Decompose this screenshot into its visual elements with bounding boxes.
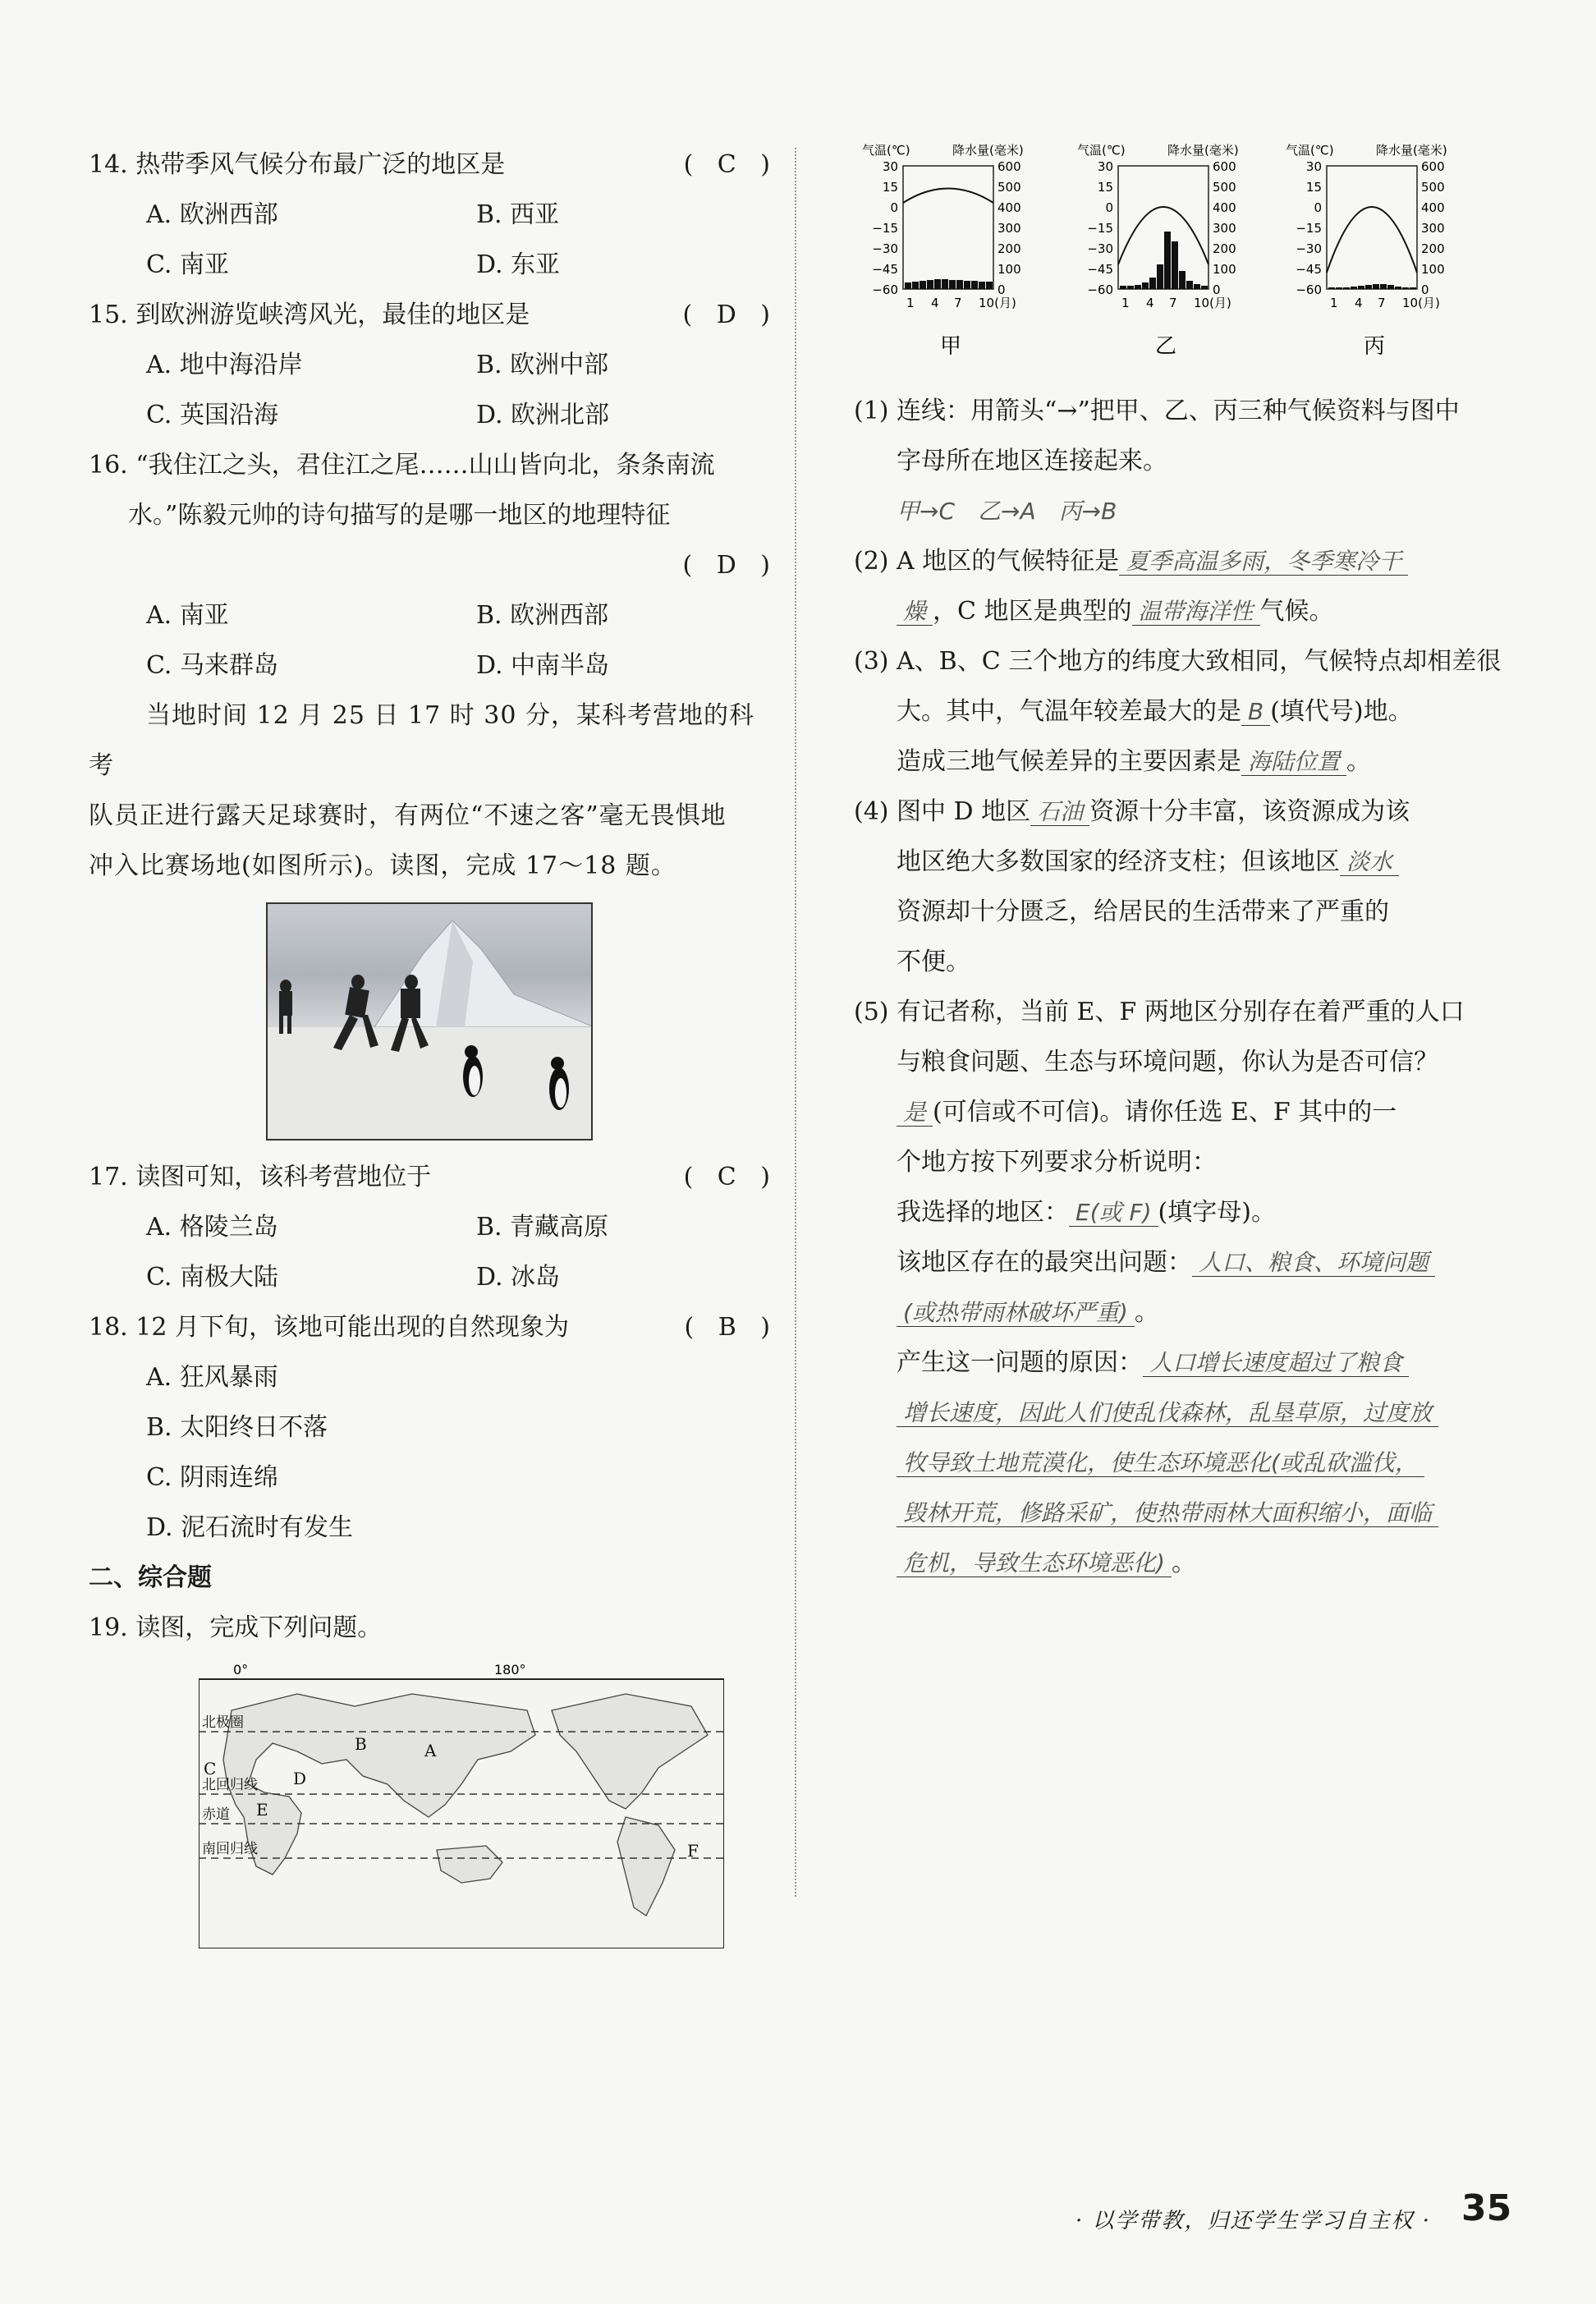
text: 我选择的地区： bbox=[897, 1198, 1069, 1227]
precip-tick-label: 500 bbox=[998, 180, 1021, 195]
answer-blank: 危机，导致生态环境恶化) bbox=[897, 1549, 1172, 1577]
month-tick-label: 7 bbox=[1378, 296, 1386, 310]
sub-question-number: (1) bbox=[854, 397, 889, 425]
text: (填字母)。 bbox=[1158, 1198, 1276, 1227]
options-18 bbox=[89, 1352, 778, 1553]
precip-bar bbox=[1410, 287, 1416, 289]
precip-tick-label: 300 bbox=[998, 221, 1021, 236]
world-map bbox=[199, 1661, 724, 1948]
answer-blank: 温带海洋性 bbox=[1132, 598, 1260, 626]
precip-tick-label: 200 bbox=[1213, 241, 1236, 256]
precip-tick-label: 600 bbox=[1421, 159, 1445, 174]
precip-tick-label: 600 bbox=[998, 159, 1021, 174]
precip-bar bbox=[1395, 287, 1401, 289]
precip-bar bbox=[1164, 232, 1171, 289]
precip-bar bbox=[942, 279, 948, 289]
page-number: 35 bbox=[1461, 2187, 1512, 2229]
month-tick-label: 10(月) bbox=[1194, 296, 1231, 310]
option: C. 南亚 bbox=[146, 250, 229, 279]
precip-bar bbox=[971, 281, 978, 289]
answer-mark: ( C ) bbox=[683, 1163, 778, 1191]
question-stem: 16. “我住江之头，君住江之尾……山山皆向北，条条南流 bbox=[89, 451, 715, 480]
text: 。 bbox=[1134, 1298, 1159, 1327]
temp-tick-label: 30 bbox=[1305, 159, 1322, 174]
precip-tick-label: 300 bbox=[1421, 221, 1445, 236]
climate-charts-svg bbox=[854, 140, 1511, 386]
precip-tick-label: 300 bbox=[1213, 221, 1236, 236]
text: A、B、C 三个地方的纬度大致相同，气候特点却相差很 bbox=[897, 647, 1502, 676]
text: 气候。 bbox=[1259, 597, 1334, 626]
precip-bar bbox=[927, 280, 933, 289]
sub-question-4 bbox=[854, 787, 1511, 987]
chart-temp-axis-title: 气温(℃) bbox=[1077, 143, 1126, 158]
option: A. 格陵兰岛 bbox=[146, 1213, 278, 1241]
option: D. 东亚 bbox=[476, 250, 561, 279]
text: 资源却十分匮乏，给居民的生活带来了严重的 bbox=[897, 897, 1389, 926]
precip-tick-label: 0 bbox=[998, 282, 1006, 297]
temp-tick-label: 0 bbox=[890, 200, 898, 215]
text: 图中 D 地区 bbox=[897, 797, 1031, 826]
chart-frame bbox=[903, 166, 993, 289]
text: 造成三地气候差异的主要因素是 bbox=[897, 747, 1241, 776]
chart-precip-axis-title: 降水量(毫米) bbox=[952, 143, 1024, 158]
text: 地区绝大多数国家的经济支柱；但该地区 bbox=[897, 847, 1340, 876]
option: A. 地中海沿岸 bbox=[146, 351, 303, 379]
precip-bar bbox=[934, 279, 941, 289]
precip-tick-label: 500 bbox=[1213, 180, 1236, 195]
precip-tick-label: 500 bbox=[1421, 180, 1445, 195]
question-stem: 15. 到欧洲游览峡湾风光，最佳的地区是 bbox=[89, 301, 530, 329]
temp-tick-label: −15 bbox=[1087, 221, 1113, 236]
text: 资源十分丰富，该资源成为该 bbox=[1089, 797, 1410, 826]
answer-blank: 人口增长速度超过了粮食 bbox=[1143, 1349, 1409, 1377]
sub-question-3 bbox=[854, 636, 1511, 787]
precip-bar bbox=[1358, 286, 1364, 289]
temp-tick-label: 15 bbox=[882, 180, 898, 195]
option: A. 南亚 bbox=[146, 601, 229, 630]
month-tick-label: 7 bbox=[1169, 296, 1177, 310]
options-16 bbox=[89, 590, 778, 691]
month-tick-label: 4 bbox=[1355, 296, 1363, 310]
answer-mark: ( C ) bbox=[683, 150, 778, 179]
temp-tick-label: 15 bbox=[1097, 180, 1113, 195]
chart-precip-axis-title: 降水量(毫米) bbox=[1376, 143, 1447, 158]
answer-mark: ( B ) bbox=[684, 1313, 778, 1342]
handwritten-answer: 甲→C 乙→A 丙→B bbox=[897, 498, 1117, 525]
option: C. 南极大陆 bbox=[146, 1263, 278, 1292]
month-tick-label: 10(月) bbox=[1402, 296, 1440, 310]
temperature-curve bbox=[903, 189, 993, 204]
lon-180-label: 180° bbox=[494, 1662, 526, 1678]
antarctic-photo bbox=[266, 902, 593, 1141]
month-tick-label: 1 bbox=[1121, 296, 1130, 310]
sub-question-5 bbox=[854, 987, 1511, 1588]
option: C. 阴雨连绵 bbox=[146, 1463, 278, 1492]
precip-bar bbox=[912, 282, 919, 289]
sub-question-text: 字母所在地区连接起来。 bbox=[897, 447, 1167, 475]
option: B. 青藏高原 bbox=[476, 1213, 609, 1241]
sub-question-1 bbox=[854, 386, 1511, 536]
intro-line: 当地时间 12 月 25 日 17 时 30 分，某科考营地的科考 bbox=[89, 701, 754, 780]
intro-line: 冲入比赛场地(如图所示)。读图，完成 17～18 题。 bbox=[89, 851, 676, 880]
temp-tick-label: −30 bbox=[1296, 241, 1322, 256]
precip-tick-label: 200 bbox=[1421, 241, 1445, 256]
precip-bar bbox=[1186, 281, 1193, 289]
world-map-svg bbox=[199, 1661, 724, 1948]
precip-bar bbox=[1380, 284, 1387, 289]
chart-name-label: 乙 bbox=[1155, 334, 1177, 359]
precip-tick-label: 200 bbox=[998, 241, 1021, 256]
option: B. 太阳终日不落 bbox=[146, 1413, 328, 1442]
precip-bar bbox=[1135, 285, 1141, 289]
text: 与粮食问题、生态与环境问题，你认为是否可信？ bbox=[897, 1048, 1438, 1076]
precip-bar bbox=[1402, 287, 1409, 289]
tropic-capricorn-label: 南回归线 bbox=[202, 1841, 258, 1857]
options-17 bbox=[89, 1202, 778, 1302]
temp-tick-label: 15 bbox=[1305, 180, 1322, 195]
text: 。 bbox=[1171, 1549, 1196, 1577]
temp-tick-label: 30 bbox=[882, 159, 898, 174]
option: A. 欧洲西部 bbox=[146, 200, 278, 229]
temp-tick-label: −45 bbox=[872, 262, 898, 277]
column-divider bbox=[795, 148, 796, 1897]
sub-question-number: (5) bbox=[854, 998, 889, 1026]
photo-illustration bbox=[268, 904, 593, 1141]
precip-bar bbox=[1328, 287, 1335, 289]
chart-temp-axis-title: 气温(℃) bbox=[1286, 143, 1334, 158]
precip-tick-label: 100 bbox=[998, 262, 1021, 277]
region-D-label: D bbox=[293, 1769, 307, 1788]
answer-blank: 燥 bbox=[897, 598, 933, 626]
equator-label: 赤道 bbox=[202, 1806, 230, 1823]
precip-bar bbox=[979, 282, 985, 289]
option: B. 欧洲西部 bbox=[476, 601, 609, 630]
precip-bar bbox=[949, 280, 956, 289]
question-stem: 17. 读图可知，该科考营地位于 bbox=[89, 1163, 432, 1191]
precip-bar bbox=[1172, 241, 1178, 289]
temp-tick-label: −45 bbox=[1296, 262, 1322, 277]
right-column bbox=[854, 140, 1511, 1588]
answer-blank: B bbox=[1241, 698, 1270, 726]
month-tick-label: 1 bbox=[1330, 296, 1338, 310]
answer-mark: ( D ) bbox=[682, 301, 778, 329]
precip-bar bbox=[1179, 271, 1186, 289]
sub-question-text: 连线：用箭头“→”把甲、乙、丙三种气候资料与图中 bbox=[897, 397, 1460, 425]
precip-bar bbox=[1142, 282, 1149, 289]
chart-temp-axis-title: 气温(℃) bbox=[862, 143, 910, 158]
chart-name-label: 甲 bbox=[940, 334, 962, 359]
precip-bar bbox=[1336, 287, 1342, 289]
intro-line: 队员正进行露天足球赛时，有两位“不速之客”毫无畏惧地 bbox=[89, 801, 727, 830]
region-B-label: B bbox=[355, 1734, 367, 1754]
answer-blank: 是 bbox=[897, 1099, 933, 1127]
precip-bar bbox=[1365, 285, 1372, 289]
precip-tick-label: 400 bbox=[1421, 200, 1445, 215]
text: (可信或不可信)。请你任选 E、F 其中的一 bbox=[933, 1098, 1397, 1127]
options-15 bbox=[89, 340, 778, 440]
temp-tick-label: −30 bbox=[872, 241, 898, 256]
precip-bar bbox=[986, 282, 993, 289]
precip-bar bbox=[956, 280, 963, 289]
temperature-curve bbox=[1118, 207, 1208, 264]
question-stem-cont: 水。”陈毅元帅的诗句描写的是哪一地区的地理特征 bbox=[128, 501, 671, 530]
sub-question-number: (3) bbox=[854, 647, 889, 676]
month-tick-label: 7 bbox=[954, 296, 962, 310]
question-14 bbox=[89, 140, 778, 190]
text: ，C 地区是典型的 bbox=[933, 597, 1132, 626]
chart-name-label: 丙 bbox=[1364, 334, 1386, 359]
option: C. 英国沿海 bbox=[146, 401, 278, 429]
precip-bar bbox=[1127, 286, 1134, 289]
answer-blank: E(或 F) bbox=[1069, 1199, 1158, 1227]
text: 有记者称，当前 E、F 两地区分别存在着严重的人口 bbox=[897, 998, 1465, 1026]
precip-tick-label: 600 bbox=[1213, 159, 1236, 174]
answer-blank: 人口、粮食、环境问题 bbox=[1192, 1249, 1435, 1277]
month-tick-label: 4 bbox=[931, 296, 939, 310]
sub-question-2 bbox=[854, 536, 1511, 636]
text: 不便。 bbox=[897, 948, 970, 976]
question-19: 19. 读图，完成下列问题。 bbox=[89, 1613, 383, 1642]
text: 个地方按下列要求分析说明： bbox=[897, 1148, 1217, 1177]
precip-bar bbox=[905, 282, 911, 289]
option: B. 西亚 bbox=[476, 200, 560, 229]
answer-blank: 牧导致土地荒漠化，使生态环境恶化(或乱砍滥伐， bbox=[897, 1449, 1424, 1477]
temp-tick-label: 30 bbox=[1097, 159, 1113, 174]
precip-tick-label: 0 bbox=[1213, 282, 1221, 297]
text: A 地区的气候特征是 bbox=[897, 547, 1120, 576]
question-stem: 14. 热带季风气候分布最广泛的地区是 bbox=[89, 150, 506, 179]
precip-bar bbox=[1351, 287, 1357, 289]
text: 产生这一问题的原因： bbox=[897, 1348, 1143, 1377]
precip-bar bbox=[1373, 284, 1379, 289]
temp-tick-label: −60 bbox=[1087, 282, 1113, 297]
left-column bbox=[89, 140, 778, 1948]
footer-slogan: · 以学带教，归还学生学习自主权 · bbox=[1075, 2209, 1432, 2233]
answer-blank: 海陆位置 bbox=[1241, 748, 1346, 776]
month-tick-label: 4 bbox=[1146, 296, 1154, 310]
question-stem: 18. 12 月下旬，该地可能出现的自然现象为 bbox=[89, 1313, 569, 1342]
month-tick-label: 10(月) bbox=[979, 296, 1016, 310]
precip-bar bbox=[920, 281, 926, 289]
precip-bar bbox=[1120, 286, 1126, 289]
reading-intro bbox=[89, 691, 778, 891]
answer-blank: (或热带雨林破坏严重) bbox=[897, 1299, 1135, 1327]
temp-tick-label: 0 bbox=[1105, 200, 1113, 215]
option: A. 狂风暴雨 bbox=[146, 1363, 278, 1392]
text: 该地区存在的最突出问题： bbox=[897, 1248, 1192, 1277]
option: D. 泥石流时有发生 bbox=[146, 1513, 354, 1542]
precip-bar bbox=[964, 281, 970, 289]
climate-charts bbox=[854, 140, 1511, 386]
answer-blank: 增长速度，因此人们使乱伐森林，乱垦草原，过度放 bbox=[897, 1399, 1438, 1427]
precip-tick-label: 0 bbox=[1421, 282, 1429, 297]
temp-tick-label: 0 bbox=[1314, 200, 1322, 215]
temperature-curve bbox=[1327, 207, 1417, 273]
precip-bar bbox=[1149, 278, 1156, 289]
precip-bar bbox=[1387, 285, 1394, 289]
section-heading: 二、综合题 bbox=[89, 1563, 212, 1592]
precip-tick-label: 400 bbox=[998, 200, 1021, 215]
text: 大。其中，气温年较差最大的是 bbox=[897, 697, 1241, 726]
temp-tick-label: −60 bbox=[1296, 282, 1322, 297]
month-tick-label: 1 bbox=[906, 296, 915, 310]
region-F-label: F bbox=[687, 1841, 699, 1861]
option: D. 冰岛 bbox=[476, 1263, 561, 1292]
lon-0-label: 0° bbox=[233, 1662, 249, 1678]
question-16 bbox=[89, 440, 778, 590]
chart-frame bbox=[1327, 166, 1417, 289]
region-C-label: C bbox=[204, 1759, 217, 1778]
answer-blank: 夏季高温多雨，冬季寒冷干 bbox=[1119, 548, 1408, 576]
precip-tick-label: 100 bbox=[1213, 262, 1236, 277]
temp-tick-label: −15 bbox=[872, 221, 898, 236]
precip-tick-label: 400 bbox=[1213, 200, 1236, 215]
precip-bar bbox=[1194, 284, 1200, 289]
precip-tick-label: 100 bbox=[1421, 262, 1445, 277]
precip-bar bbox=[1157, 264, 1163, 289]
tropic-cancer-label: 北回归线 bbox=[202, 1777, 258, 1793]
temp-tick-label: −15 bbox=[1296, 221, 1322, 236]
option: D. 欧洲北部 bbox=[476, 401, 610, 429]
precip-bar bbox=[1201, 286, 1208, 289]
text: (填代号)地。 bbox=[1270, 697, 1413, 726]
answer-blank: 淡水 bbox=[1340, 848, 1399, 876]
temp-tick-label: −30 bbox=[1087, 241, 1113, 256]
option: C. 马来群岛 bbox=[146, 651, 278, 680]
question-15 bbox=[89, 290, 778, 340]
answer-blank: 毁林开荒，修路采矿，使热带雨林大面积缩小，面临 bbox=[897, 1499, 1438, 1527]
text: 。 bbox=[1346, 747, 1372, 776]
answer-mark: ( D ) bbox=[682, 551, 778, 580]
option: B. 欧洲中部 bbox=[476, 351, 609, 379]
sub-question-number: (2) bbox=[854, 547, 889, 576]
temp-tick-label: −45 bbox=[1087, 262, 1113, 277]
region-E-label: E bbox=[256, 1800, 268, 1820]
sub-question-number: (4) bbox=[854, 797, 889, 826]
question-18 bbox=[89, 1302, 778, 1352]
options-14 bbox=[89, 190, 778, 290]
chart-precip-axis-title: 降水量(毫米) bbox=[1167, 143, 1239, 158]
option: D. 中南半岛 bbox=[476, 651, 610, 680]
region-A-label: A bbox=[424, 1741, 437, 1760]
question-17 bbox=[89, 1152, 778, 1202]
temp-tick-label: −60 bbox=[872, 282, 898, 297]
answer-blank: 石油 bbox=[1030, 798, 1089, 826]
precip-bar bbox=[1343, 287, 1350, 289]
arctic-circle-label: 北极圈 bbox=[202, 1714, 244, 1731]
